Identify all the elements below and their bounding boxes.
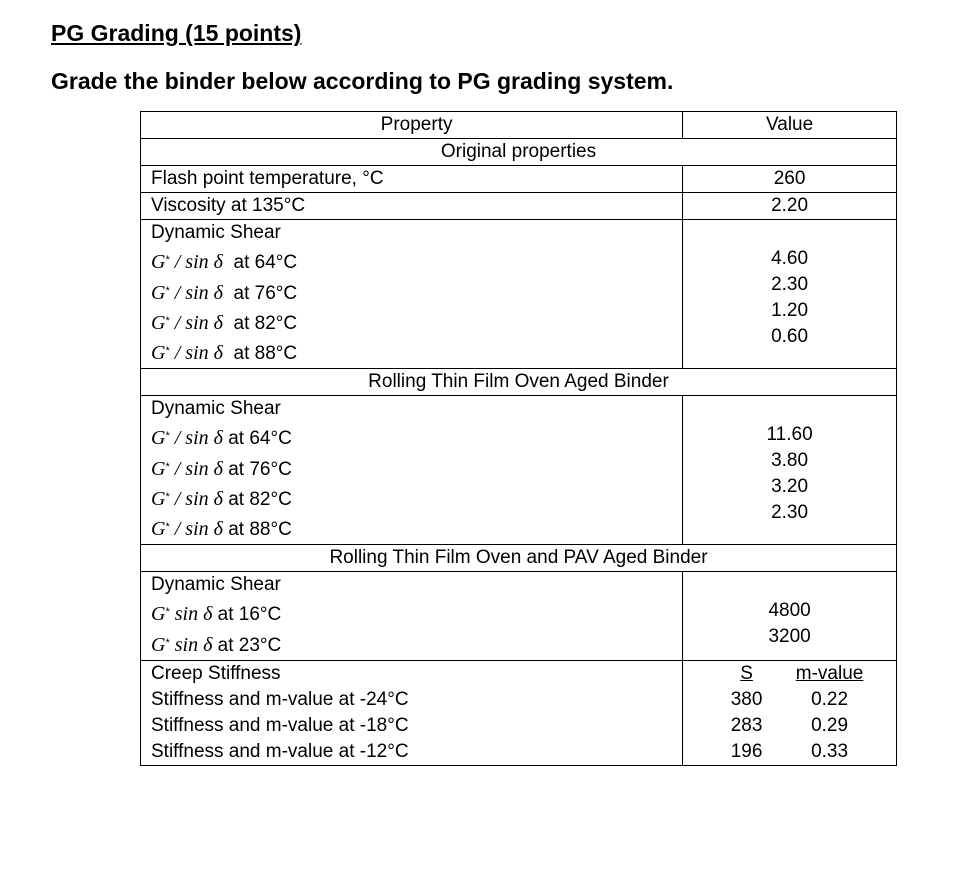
creep-s-value: 380 — [730, 689, 763, 710]
viscosity-label: Viscosity at 135°C — [141, 193, 683, 220]
table-row — [141, 193, 897, 220]
creep-stiffness-title: Creep Stiffness — [151, 663, 281, 684]
rtfo-shear-line: G* / sin δ at 64°C — [151, 427, 292, 449]
original-shear-cell — [141, 220, 683, 369]
shear-value: 3.20 — [771, 476, 809, 497]
table-row — [141, 166, 897, 193]
shear-value: 4800 — [768, 600, 811, 621]
pav-shear-cell — [141, 572, 683, 661]
section-row-pav — [141, 545, 897, 572]
shear-value: 0.60 — [771, 326, 809, 347]
section-rtfo-aged: Rolling Thin Film Oven Aged Binder — [141, 369, 897, 396]
pav-shear-line: G* sin δ at 23°C — [151, 634, 282, 656]
creep-m-value: 0.33 — [811, 741, 849, 762]
creep-col-s-header: S — [740, 663, 753, 684]
creep-row-label: Stiffness and m-value at -24°C — [151, 689, 409, 710]
creep-col-m-header: m-value — [795, 663, 864, 684]
creep-row-label: Stiffness and m-value at -12°C — [151, 741, 409, 762]
shear-value: 2.30 — [771, 274, 809, 295]
rtfo-shear-line: G* / sin δ at 82°C — [151, 488, 292, 510]
rtfo-shear-title: Dynamic Shear — [151, 398, 281, 419]
viscosity-value: 2.20 — [683, 193, 897, 220]
pav-shear-title: Dynamic Shear — [151, 574, 281, 595]
original-shear-line: G* / sin δ at 64°C — [151, 251, 298, 273]
rtfo-shear-line: G* / sin δ at 88°C — [151, 518, 292, 540]
section-original-properties: Original properties — [141, 139, 897, 166]
header-property: Property — [141, 112, 683, 139]
creep-m-value: 0.29 — [811, 715, 849, 736]
page-title: PG Grading (15 points) — [51, 20, 302, 46]
table-row — [141, 572, 897, 661]
header-value: Value — [683, 112, 897, 139]
flash-point-value: 260 — [683, 166, 897, 193]
creep-stiffness-cell — [141, 661, 683, 766]
table-header-row — [141, 112, 897, 139]
creep-row-label: Stiffness and m-value at -18°C — [151, 715, 409, 736]
shear-value: 1.20 — [771, 300, 809, 321]
page-subtitle: Grade the binder below according to PG grading system. — [51, 68, 674, 94]
original-shear-values — [683, 220, 897, 369]
creep-stiffness-values — [683, 661, 897, 766]
rtfo-shear-line: G* / sin δ at 76°C — [151, 458, 292, 480]
creep-s-value: 283 — [730, 715, 763, 736]
original-shear-line: G* / sin δ at 82°C — [151, 312, 298, 334]
original-shear-line: G* / sin δ at 88°C — [151, 342, 298, 364]
section-pav-aged: Rolling Thin Film Oven and PAV Aged Binder — [141, 545, 897, 572]
table-row — [141, 220, 897, 369]
rtfo-shear-cell — [141, 396, 683, 545]
pav-shear-values — [683, 572, 897, 661]
section-row-original — [141, 139, 897, 166]
original-shear-line: G* / sin δ at 76°C — [151, 282, 298, 304]
flash-point-label: Flash point temperature, °C — [141, 166, 683, 193]
pav-shear-line: G* sin δ at 16°C — [151, 603, 282, 625]
shear-value: 3.80 — [771, 450, 809, 471]
creep-s-value: 196 — [730, 741, 763, 762]
table-row — [141, 661, 897, 766]
pg-grading-table — [140, 111, 897, 766]
shear-value: 2.30 — [771, 502, 809, 523]
creep-m-value: 0.22 — [811, 689, 849, 710]
rtfo-shear-values — [683, 396, 897, 545]
table-row — [141, 396, 897, 545]
shear-value: 11.60 — [766, 424, 813, 445]
shear-value: 4.60 — [771, 248, 809, 269]
original-shear-title: Dynamic Shear — [151, 222, 281, 243]
creep-values-grid — [683, 661, 896, 765]
section-row-rtfo — [141, 369, 897, 396]
shear-value: 3200 — [768, 626, 811, 647]
